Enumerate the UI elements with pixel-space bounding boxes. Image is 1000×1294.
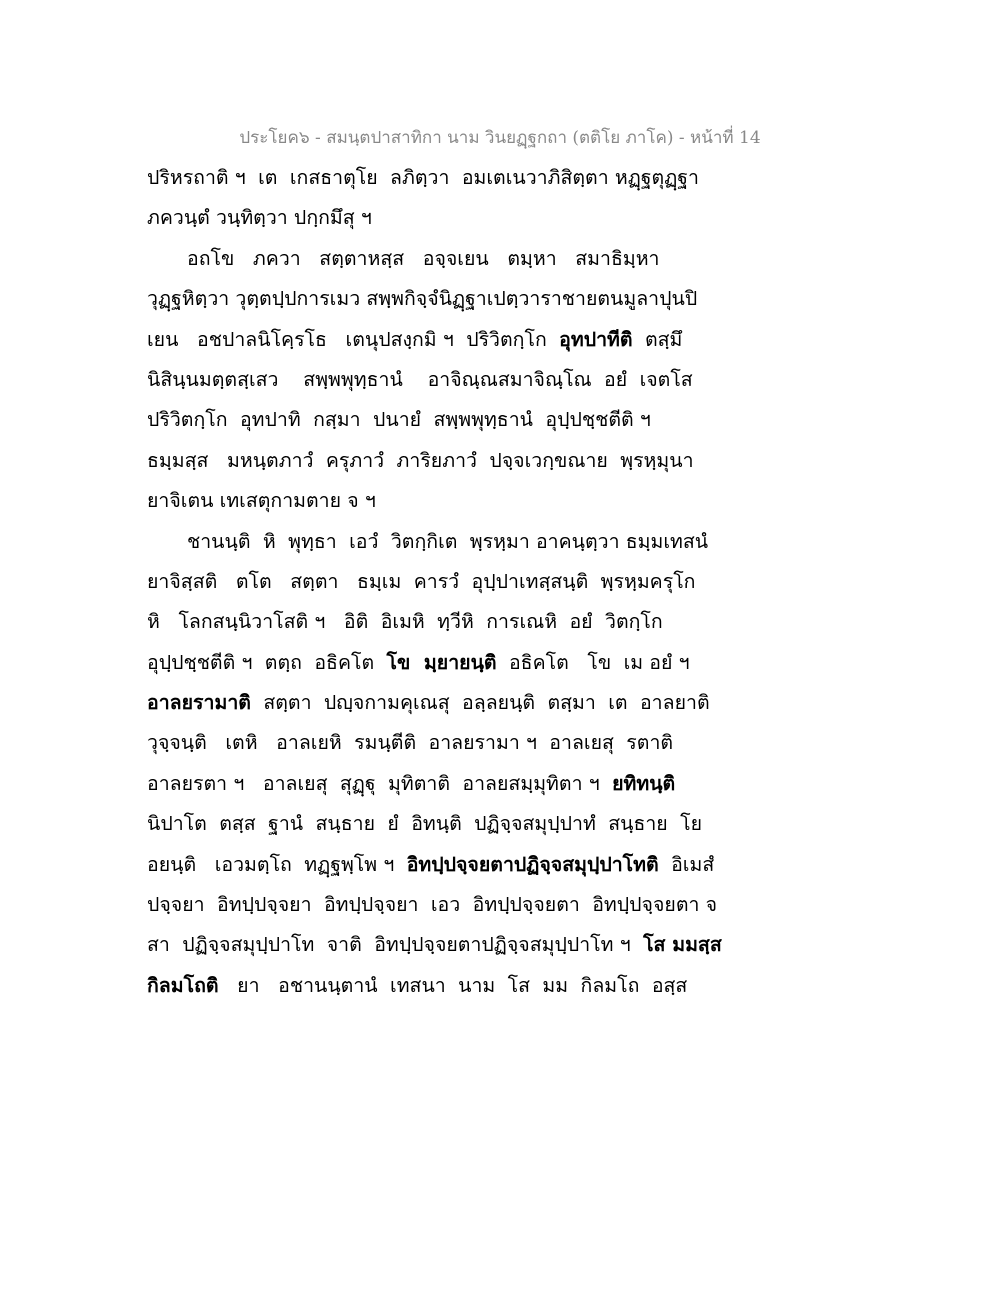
text-segment: สตฺตา ปญฺจกามคุเณสุ อลฺลยนฺติ ตสฺมา เต อาลยาติ <box>250 691 710 715</box>
text-segment: สา ปฏิจฺจสมุปฺปาโท จาติ อิทปฺปจฺจยตาปฏิจฺจสมุปฺปาโท ฯ <box>147 933 644 957</box>
page-header <box>0 124 1000 151</box>
text-line <box>147 320 697 360</box>
header-text: ประโยค๖ - สมนฺตปาสาทิกา นาม วินยฏฺฐกถา (ตติโย ภาโค) - หน้าที่ 14 <box>239 128 761 148</box>
text-segment: ปจฺจยา อิทปฺปจฺจยา อิทปฺปจฺจยา เอว อิทปฺปจฺจยตา อิทปฺปจฺจยตา จ <box>147 893 718 917</box>
text-line <box>147 522 709 562</box>
text-segment: อธิคโต โข เม อยํ ฯ <box>496 650 690 674</box>
text-segment: เยน อชปาลนิโคฺรโธ เตนุปสงฺกมิ ฯ ปริวิตกฺโก <box>147 327 560 351</box>
text-line <box>147 279 697 319</box>
text-line <box>147 198 697 238</box>
text-line <box>147 723 697 763</box>
bold-term: อิทปฺปจฺจยตาปฏิจฺจสมุปฺปาโทติ <box>406 852 659 876</box>
text-segment: ตสฺมึ <box>632 327 683 351</box>
text-segment: อถโข ภควา สตฺตาหสฺส อจฺจเยน ตมฺหา สมาธิมฺหา <box>187 246 660 270</box>
text-segment: วุจฺจนฺติ เตหิ อาลเยหิ รมนฺตีติ อาลยรามา ฯ อาลเยสุ รตาติ <box>147 731 674 755</box>
bold-term: โข มฺยายนฺติ <box>386 650 497 674</box>
text-line <box>147 683 710 723</box>
bold-term: อาลยรามาติ <box>147 691 251 715</box>
text-line <box>147 360 697 400</box>
text-segment: วุฏฺฐหิตฺวา วุตฺตปฺปการเมว สพฺพกิจฺจํนิฏฺฐาเปตฺวาราชายตนมูลาปุนปิ <box>147 287 698 311</box>
text-line <box>147 602 697 642</box>
text-line <box>147 845 715 885</box>
text-line <box>147 158 700 198</box>
text-segment: ภควนฺตํ วนฺทิตฺวา ปกฺกมึสุ ฯ <box>147 206 372 230</box>
text-segment: นิปาโต ตสฺส ฐานํ สนฺธาย ยํ อิทนฺติ ปฏิจฺจสมุปฺปาทํ สนฺธาย โย <box>147 812 703 836</box>
text-segment: หิ โลกสนฺนิวาโสติ ฯ อิติ อิเมหิ ทฺวีหิ การเณหิ อยํ วิตกฺโก <box>147 610 663 634</box>
text-segment: ยา อชานนฺตานํ เทสนา นาม โส มม กิลมโถ อสฺส <box>218 973 688 997</box>
text-segment: อิเมสํ <box>658 852 715 876</box>
text-line <box>147 966 697 1006</box>
text-segment: ชานนฺติ หิ พุทฺธา เอวํ วิตกฺกิเต พฺรหฺมา อาคนฺตฺวา ธมฺมเทสนํ <box>187 529 709 553</box>
text-segment: ยาจิเตน เทเสตุกามตาย จ ฯ <box>147 489 376 513</box>
text-line <box>147 764 697 804</box>
bold-term: กิลมโถติ <box>147 973 219 997</box>
body-text <box>147 158 722 1006</box>
text-line <box>147 643 697 683</box>
text-line <box>147 885 718 925</box>
text-line <box>147 400 697 440</box>
text-line <box>147 441 697 481</box>
text-line <box>147 481 697 521</box>
text-segment: อยนฺติ เอวมตฺโถ ทฏฺฐพฺโพ ฯ <box>147 852 407 876</box>
text-segment: ปริวิตกฺโก อุทปาทิ กสฺมา ปนายํ สพฺพพุทฺธานํ อุปฺปชฺชตีติ ฯ <box>147 408 651 432</box>
text-line <box>147 239 697 279</box>
bold-term: โส มมสฺส <box>643 933 722 957</box>
text-line <box>147 562 697 602</box>
bold-term: ยทิทนฺติ <box>612 771 676 795</box>
text-segment: นิสินฺนมตฺตสฺเสว สพฺพพุทฺธานํ อาจิณฺณสมาจิณฺโณ อยํ เจตโส <box>147 367 693 391</box>
text-segment: อุปฺปชฺชตีติ ฯ ตตฺถ อธิคโต <box>147 650 387 674</box>
text-line <box>147 925 722 965</box>
text-segment: ปริหรถาติ ฯ เต เกสธาตุโย ลภิตฺวา อมเตเนวาภิสิตฺตา หฏฺฐตุฏฺฐา <box>147 166 700 189</box>
bold-term: อุทปาทีติ <box>559 327 633 351</box>
text-line <box>147 804 703 844</box>
text-segment: อาลยรตา ฯ อาลเยสุ สุฏฺฐุ มุทิตาติ อาลยสมฺมุทิตา ฯ <box>147 771 613 795</box>
text-segment: ธมฺมสฺส มหนฺตภาวํ ครุภาวํ ภาริยภาวํ ปจฺจเวกฺขณาย พฺรหฺมุนา <box>147 448 694 472</box>
text-segment: ยาจิสฺสติ ตโต สตฺตา ธมฺเม คารวํ อุปฺปาเทสฺสนฺติ พฺรหฺมครุโก <box>147 569 696 593</box>
